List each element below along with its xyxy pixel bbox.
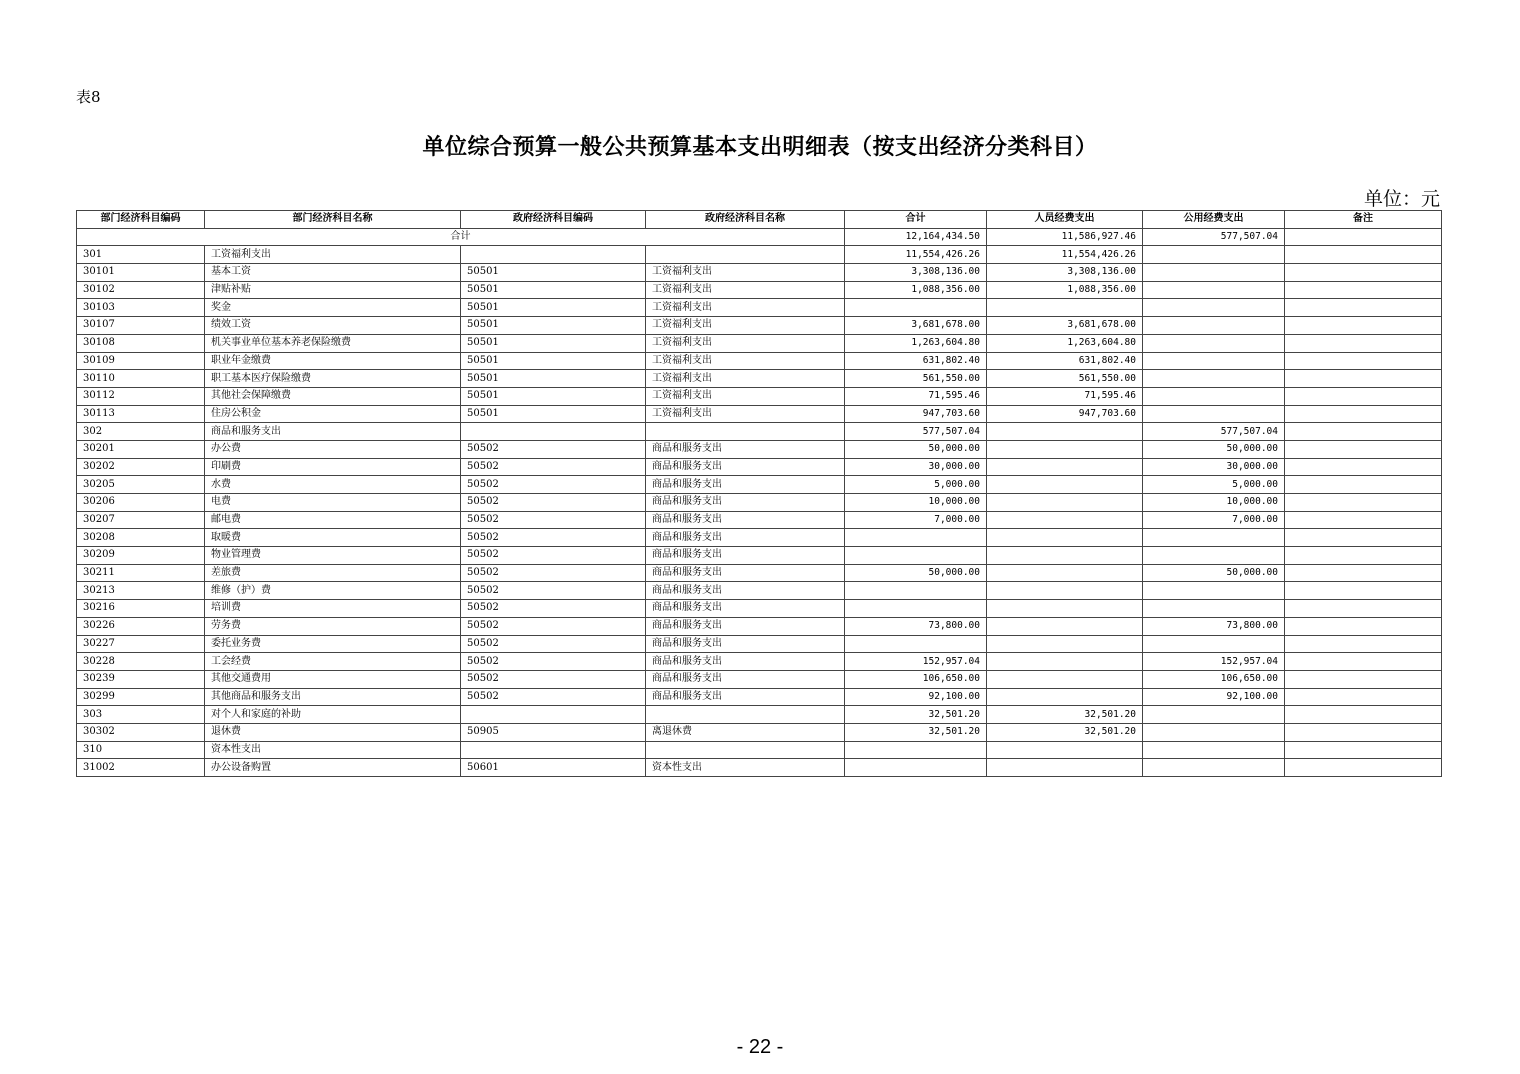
category-row [77,246,1442,264]
dept-name-cell: 其他商品和服务支出 [205,688,461,706]
gov-code-cell: 50501 [461,281,646,299]
public-cell: 5,000.00 [1143,476,1285,494]
total-public: 577,507.04 [1143,228,1285,246]
table-row [77,564,1442,582]
dept-name-cell: 培训费 [205,600,461,618]
gov-code-cell [461,741,646,759]
page-number: - 22 - [736,1036,784,1058]
table-row [77,370,1442,388]
public-cell [1143,281,1285,299]
gov-code-cell [461,706,646,724]
dept-code-cell: 30108 [77,334,205,352]
column-header: 部门经济科目编码 [77,211,205,229]
total-cell: 1,088,356.00 [845,281,987,299]
dept-name-cell: 劳务费 [205,617,461,635]
gov-code-cell: 50502 [461,440,646,458]
total-cell [845,299,987,317]
dept-name-cell: 住房公积金 [205,405,461,423]
gov-code-cell: 50905 [461,723,646,741]
dept-name-cell: 对个人和家庭的补助 [205,706,461,724]
table-row [77,352,1442,370]
note-cell [1285,299,1442,317]
note-cell [1285,582,1442,600]
gov-code-cell: 50502 [461,494,646,512]
table-row [77,635,1442,653]
personnel-cell [987,600,1143,618]
table-row [77,670,1442,688]
public-cell [1143,582,1285,600]
total-cell [845,635,987,653]
gov-code-cell: 50501 [461,387,646,405]
gov-name-cell: 商品和服务支出 [646,600,845,618]
table-header [77,211,1442,229]
gov-name-cell: 工资福利支出 [646,370,845,388]
dept-code-cell: 30205 [77,476,205,494]
total-cell [845,741,987,759]
dept-name-cell: 邮电费 [205,511,461,529]
dept-name-cell: 办公费 [205,440,461,458]
column-header: 政府经济科目名称 [646,211,845,229]
gov-name-cell: 商品和服务支出 [646,688,845,706]
page-title: 单位综合预算一般公共预算基本支出明细表（按支出经济分类科目） [422,134,1098,160]
dept-code-cell: 302 [77,423,205,441]
gov-code-cell: 50501 [461,264,646,282]
dept-code-cell: 30112 [77,387,205,405]
table-row [77,600,1442,618]
header-row [77,211,1442,229]
table-row [77,582,1442,600]
public-cell: 30,000.00 [1143,458,1285,476]
personnel-cell [987,670,1143,688]
note-cell [1285,688,1442,706]
public-cell: 106,650.00 [1143,670,1285,688]
column-header: 政府经济科目编码 [461,211,646,229]
personnel-cell [987,299,1143,317]
dept-code-cell: 30103 [77,299,205,317]
public-cell [1143,246,1285,264]
gov-name-cell: 商品和服务支出 [646,440,845,458]
note-cell [1285,334,1442,352]
personnel-cell: 11,554,426.26 [987,246,1143,264]
gov-name-cell: 商品和服务支出 [646,547,845,565]
personnel-cell: 3,681,678.00 [987,317,1143,335]
dept-name-cell: 差旅费 [205,564,461,582]
table-row [77,317,1442,335]
gov-code-cell: 50502 [461,458,646,476]
dept-name-cell: 绩效工资 [205,317,461,335]
dept-code-cell: 303 [77,706,205,724]
dept-code-cell: 30102 [77,281,205,299]
dept-name-cell: 机关事业单位基本养老保险缴费 [205,334,461,352]
dept-code-cell: 30209 [77,547,205,565]
note-cell [1285,547,1442,565]
total-cell: 7,000.00 [845,511,987,529]
gov-code-cell: 50501 [461,405,646,423]
dept-code-cell: 30207 [77,511,205,529]
total-cell: 32,501.20 [845,723,987,741]
note-cell [1285,317,1442,335]
table-row [77,281,1442,299]
dept-name-cell: 其他社会保障缴费 [205,387,461,405]
public-cell: 577,507.04 [1143,423,1285,441]
table-row [77,529,1442,547]
public-cell: 7,000.00 [1143,511,1285,529]
dept-name-cell: 津贴补贴 [205,281,461,299]
table-row [77,405,1442,423]
personnel-cell [987,688,1143,706]
dept-code-cell: 30113 [77,405,205,423]
gov-code-cell: 50501 [461,299,646,317]
total-cell: 10,000.00 [845,494,987,512]
public-cell [1143,387,1285,405]
personnel-cell: 32,501.20 [987,706,1143,724]
table-row [77,759,1442,777]
table-row [77,547,1442,565]
public-cell [1143,547,1285,565]
public-cell [1143,334,1285,352]
note-cell [1285,387,1442,405]
gov-name-cell: 商品和服务支出 [646,511,845,529]
gov-code-cell: 50502 [461,476,646,494]
total-cell [845,529,987,547]
note-cell [1285,440,1442,458]
total-label: 合计 [77,228,845,246]
gov-code-cell: 50501 [461,352,646,370]
note-cell [1285,246,1442,264]
dept-code-cell: 30299 [77,688,205,706]
gov-name-cell: 工资福利支出 [646,317,845,335]
gov-code-cell: 50502 [461,547,646,565]
dept-name-cell: 印刷费 [205,458,461,476]
gov-code-cell: 50502 [461,688,646,706]
total-cell: 152,957.04 [845,653,987,671]
gov-name-cell: 商品和服务支出 [646,564,845,582]
public-cell [1143,405,1285,423]
public-cell [1143,723,1285,741]
dept-name-cell: 商品和服务支出 [205,423,461,441]
gov-name-cell: 商品和服务支出 [646,617,845,635]
column-header: 人员经费支出 [987,211,1143,229]
note-cell [1285,423,1442,441]
table-row [77,494,1442,512]
gov-name-cell: 工资福利支出 [646,334,845,352]
table-row [77,511,1442,529]
total-cell: 50,000.00 [845,564,987,582]
public-cell [1143,370,1285,388]
dept-code-cell: 30302 [77,723,205,741]
note-cell [1285,670,1442,688]
category-row [77,423,1442,441]
personnel-cell: 71,595.46 [987,387,1143,405]
gov-name-cell [646,423,845,441]
personnel-cell: 561,550.00 [987,370,1143,388]
column-header: 合计 [845,211,987,229]
note-cell [1285,264,1442,282]
gov-name-cell: 资本性支出 [646,759,845,777]
column-header: 部门经济科目名称 [205,211,461,229]
unit-label: 单位：元 [1363,188,1440,210]
note-cell [1285,741,1442,759]
table-row [77,688,1442,706]
dept-name-cell: 取暖费 [205,529,461,547]
dept-code-cell: 30107 [77,317,205,335]
gov-code-cell: 50502 [461,511,646,529]
dept-name-cell: 工会经费 [205,653,461,671]
personnel-cell [987,653,1143,671]
note-cell [1285,370,1442,388]
note-cell [1285,706,1442,724]
table-row [77,334,1442,352]
dept-name-cell: 物业管理费 [205,547,461,565]
gov-name-cell: 工资福利支出 [646,299,845,317]
dept-code-cell: 30101 [77,264,205,282]
gov-name-cell [646,741,845,759]
public-cell: 50,000.00 [1143,564,1285,582]
table-row [77,264,1442,282]
total-note [1285,228,1442,246]
gov-code-cell: 50502 [461,653,646,671]
total-cell: 631,802.40 [845,352,987,370]
total-amount: 12,164,434.50 [845,228,987,246]
note-cell [1285,759,1442,777]
total-cell: 50,000.00 [845,440,987,458]
category-row [77,741,1442,759]
gov-name-cell: 商品和服务支出 [646,670,845,688]
personnel-cell [987,635,1143,653]
dept-name-cell: 电费 [205,494,461,512]
note-cell [1285,653,1442,671]
gov-code-cell: 50502 [461,582,646,600]
public-cell [1143,600,1285,618]
dept-code-cell: 30109 [77,352,205,370]
gov-name-cell: 工资福利支出 [646,264,845,282]
dept-name-cell: 资本性支出 [205,741,461,759]
note-cell [1285,352,1442,370]
gov-code-cell: 50502 [461,617,646,635]
total-cell: 106,650.00 [845,670,987,688]
public-cell: 73,800.00 [1143,617,1285,635]
note-cell [1285,564,1442,582]
total-cell: 947,703.60 [845,405,987,423]
total-cell: 73,800.00 [845,617,987,635]
total-cell: 92,100.00 [845,688,987,706]
public-cell: 10,000.00 [1143,494,1285,512]
note-cell [1285,458,1442,476]
column-header: 备注 [1285,211,1442,229]
total-cell: 1,263,604.80 [845,334,987,352]
dept-code-cell: 30211 [77,564,205,582]
table-row [77,617,1442,635]
note-cell [1285,723,1442,741]
note-cell [1285,529,1442,547]
public-cell [1143,635,1285,653]
personnel-cell [987,529,1143,547]
dept-code-cell: 30202 [77,458,205,476]
public-cell [1143,264,1285,282]
personnel-cell: 1,088,356.00 [987,281,1143,299]
personnel-cell [987,440,1143,458]
total-row [77,228,1442,246]
budget-table [76,210,1442,777]
gov-name-cell: 商品和服务支出 [646,458,845,476]
dept-code-cell: 30227 [77,635,205,653]
table-row [77,299,1442,317]
dept-name-cell: 退休费 [205,723,461,741]
note-cell [1285,600,1442,618]
personnel-cell [987,494,1143,512]
gov-code-cell [461,423,646,441]
dept-code-cell: 30239 [77,670,205,688]
category-row [77,706,1442,724]
total-cell [845,759,987,777]
personnel-cell [987,617,1143,635]
table-row [77,440,1442,458]
total-cell: 71,595.46 [845,387,987,405]
public-cell [1143,706,1285,724]
table-row [77,653,1442,671]
gov-name-cell: 商品和服务支出 [646,476,845,494]
public-cell [1143,529,1285,547]
total-cell: 5,000.00 [845,476,987,494]
gov-code-cell [461,246,646,264]
table-body [77,228,1442,776]
public-cell [1143,352,1285,370]
public-cell [1143,299,1285,317]
gov-name-cell: 离退休费 [646,723,845,741]
gov-code-cell: 50502 [461,670,646,688]
total-cell: 30,000.00 [845,458,987,476]
dept-code-cell: 310 [77,741,205,759]
gov-name-cell: 工资福利支出 [646,405,845,423]
note-cell [1285,476,1442,494]
dept-name-cell: 其他交通费用 [205,670,461,688]
gov-name-cell: 工资福利支出 [646,281,845,299]
dept-code-cell: 30228 [77,653,205,671]
note-cell [1285,617,1442,635]
note-cell [1285,281,1442,299]
dept-name-cell: 职工基本医疗保险缴费 [205,370,461,388]
note-cell [1285,405,1442,423]
gov-code-cell: 50502 [461,529,646,547]
personnel-cell [987,582,1143,600]
table-row [77,387,1442,405]
personnel-cell [987,423,1143,441]
total-cell: 11,554,426.26 [845,246,987,264]
gov-code-cell: 50501 [461,317,646,335]
dept-name-cell: 职业年金缴费 [205,352,461,370]
public-cell: 152,957.04 [1143,653,1285,671]
table-label: 表8 [76,88,101,106]
public-cell [1143,741,1285,759]
public-cell: 92,100.00 [1143,688,1285,706]
public-cell [1143,759,1285,777]
note-cell [1285,511,1442,529]
dept-code-cell: 30201 [77,440,205,458]
gov-code-cell: 50502 [461,635,646,653]
gov-name-cell: 商品和服务支出 [646,582,845,600]
gov-code-cell: 50502 [461,600,646,618]
dept-name-cell: 工资福利支出 [205,246,461,264]
gov-code-cell: 50502 [461,564,646,582]
column-header: 公用经费支出 [1143,211,1285,229]
gov-name-cell: 商品和服务支出 [646,635,845,653]
personnel-cell: 3,308,136.00 [987,264,1143,282]
total-personnel: 11,586,927.46 [987,228,1143,246]
dept-code-cell: 30206 [77,494,205,512]
gov-code-cell: 50601 [461,759,646,777]
table-row [77,458,1442,476]
gov-name-cell: 工资福利支出 [646,387,845,405]
table-row [77,476,1442,494]
personnel-cell: 947,703.60 [987,405,1143,423]
table-row [77,723,1442,741]
dept-code-cell: 301 [77,246,205,264]
gov-name-cell: 商品和服务支出 [646,529,845,547]
personnel-cell [987,564,1143,582]
dept-name-cell: 基本工资 [205,264,461,282]
total-cell: 561,550.00 [845,370,987,388]
personnel-cell [987,547,1143,565]
dept-name-cell: 水费 [205,476,461,494]
dept-name-cell: 委托业务费 [205,635,461,653]
public-cell [1143,317,1285,335]
gov-name-cell: 工资福利支出 [646,352,845,370]
note-cell [1285,635,1442,653]
dept-code-cell: 31002 [77,759,205,777]
personnel-cell: 631,802.40 [987,352,1143,370]
total-cell [845,600,987,618]
dept-code-cell: 30216 [77,600,205,618]
dept-name-cell: 奖金 [205,299,461,317]
personnel-cell: 1,263,604.80 [987,334,1143,352]
gov-name-cell [646,706,845,724]
total-cell: 32,501.20 [845,706,987,724]
total-cell: 3,681,678.00 [845,317,987,335]
total-cell [845,547,987,565]
dept-code-cell: 30213 [77,582,205,600]
dept-code-cell: 30226 [77,617,205,635]
gov-code-cell: 50501 [461,334,646,352]
personnel-cell [987,741,1143,759]
personnel-cell: 32,501.20 [987,723,1143,741]
dept-name-cell: 办公设备购置 [205,759,461,777]
personnel-cell [987,458,1143,476]
gov-name-cell: 商品和服务支出 [646,653,845,671]
dept-name-cell: 维修（护）费 [205,582,461,600]
personnel-cell [987,759,1143,777]
gov-name-cell: 商品和服务支出 [646,494,845,512]
gov-code-cell: 50501 [461,370,646,388]
personnel-cell [987,511,1143,529]
total-cell [845,582,987,600]
personnel-cell [987,476,1143,494]
total-cell: 3,308,136.00 [845,264,987,282]
gov-name-cell [646,246,845,264]
public-cell: 50,000.00 [1143,440,1285,458]
dept-code-cell: 30208 [77,529,205,547]
note-cell [1285,494,1442,512]
total-cell: 577,507.04 [845,423,987,441]
dept-code-cell: 30110 [77,370,205,388]
